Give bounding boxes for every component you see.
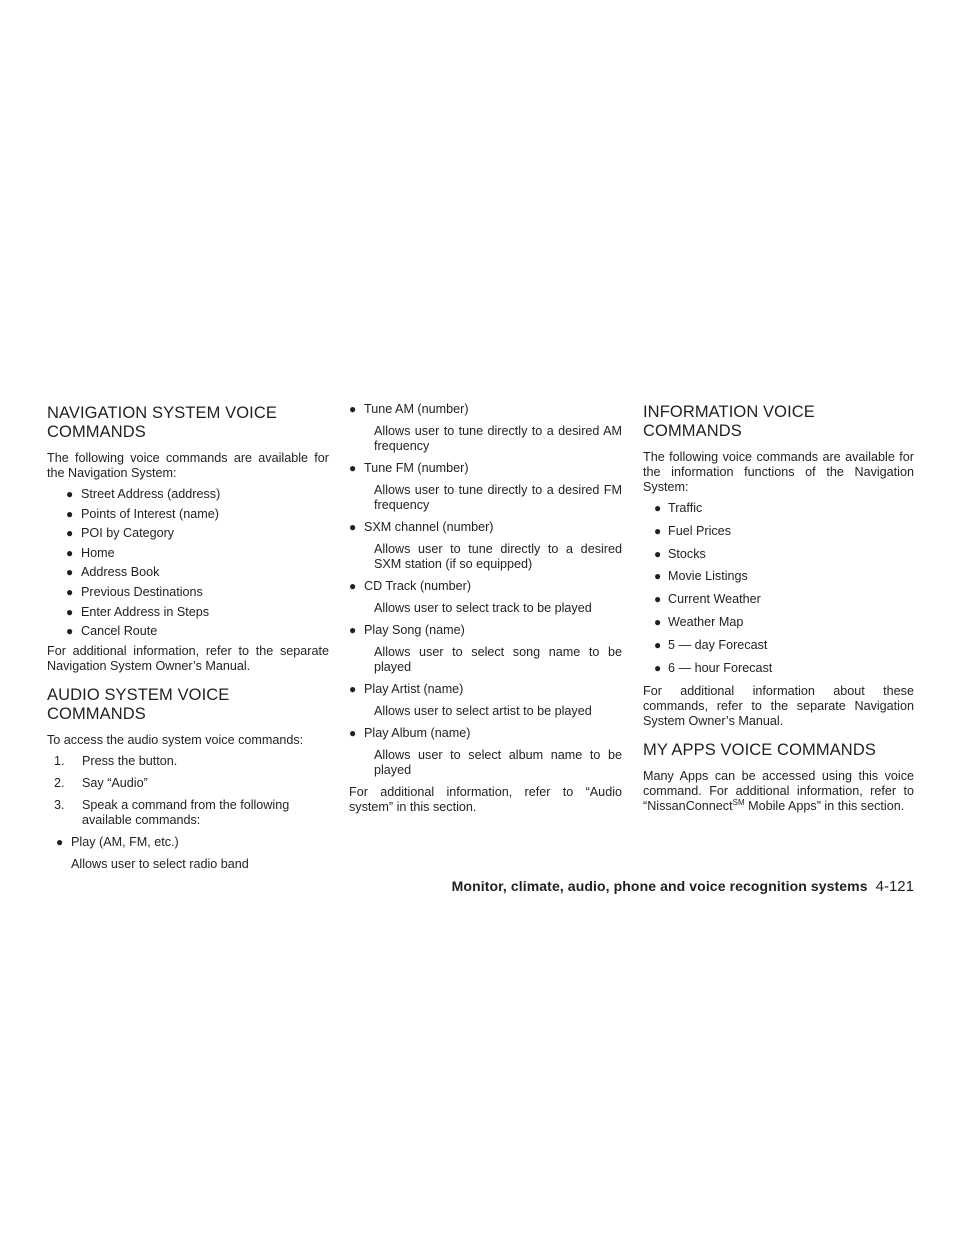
audio-command-description: Allows user to tune directly to a desired AM frequency: [374, 424, 622, 453]
audio-command-label: CD Track (number): [364, 579, 472, 593]
bullet-icon: ●: [349, 520, 357, 534]
audio-command-name: [47, 835, 329, 850]
info-command-item-label: Traffic: [668, 501, 703, 515]
bullet-icon: ●: [66, 584, 74, 599]
info-command-item-label: Current Weather: [668, 592, 761, 607]
step-number: 2.: [54, 776, 65, 791]
audio-command-description: Allows user to select artist to be played: [374, 704, 592, 718]
audio-command-description: Allows user to select album name to be played: [374, 748, 622, 777]
nav-command-item: [47, 624, 329, 639]
info-command-item-label: 5 — day Forecast: [668, 637, 768, 652]
audio-commands-part-2: [349, 402, 622, 778]
nav-command-item-label: Cancel Route: [81, 624, 158, 639]
info-commands-heading: INFORMATION VOICE COMMANDS: [643, 403, 815, 440]
info-command-item: [643, 592, 914, 607]
middle-column: [349, 402, 622, 821]
bullet-icon: ●: [349, 402, 357, 416]
bullet-icon: ●: [56, 835, 64, 850]
apps-commands-text: [643, 769, 914, 814]
audio-command-label: SXM channel (number): [364, 520, 494, 534]
nav-command-item: [47, 565, 329, 580]
audio-command-description: Allows user to tune directly to a desired FM frequency: [374, 483, 622, 512]
bullet-icon: ●: [66, 487, 74, 501]
info-command-item-label: Stocks: [668, 546, 706, 561]
apps-text-end: Mobile Apps” in this section.: [744, 798, 905, 813]
bullet-icon: ●: [66, 526, 74, 541]
audio-commands-heading: AUDIO SYSTEM VOICE COMMANDS: [47, 686, 230, 724]
right-column: [643, 403, 914, 820]
nav-commands-outro: For additional information, refer to the separate Navigation System Owner’s Manual.: [47, 644, 329, 674]
audio-command-name: [349, 726, 622, 741]
audio-command-name: [349, 623, 622, 638]
info-command-item: [643, 501, 914, 516]
audio-command-name: [349, 682, 622, 697]
bullet-icon: ●: [349, 579, 357, 593]
nav-command-item-label: Enter Address in Steps: [81, 604, 210, 619]
step-text: Press the button.: [82, 754, 178, 769]
bullet-icon: ●: [66, 545, 74, 560]
audio-step: [47, 754, 329, 769]
page-number: 4-121: [875, 878, 914, 895]
audio-command-description: Allows user to tune directly to a desired SXM station (if so equipped): [374, 542, 622, 571]
nav-commands-heading: NAVIGATION SYSTEM VOICE COMMANDS: [47, 404, 277, 441]
bullet-icon: ●: [66, 506, 74, 521]
bullet-icon: ●: [654, 660, 662, 675]
bullet-icon: ●: [349, 726, 357, 740]
info-commands-outro: For additional information about these commands, refer to the separate Navigation System Owner’s Manual.: [643, 683, 914, 728]
info-command-item: [643, 661, 914, 676]
info-command-item: [643, 615, 914, 630]
audio-command-description: Allows user to select track to be played: [374, 601, 592, 615]
step-number: 3.: [54, 798, 65, 813]
apps-commands-heading: MY APPS VOICE COMMANDS: [643, 740, 876, 759]
nav-command-item-label: Address Book: [81, 565, 160, 580]
info-command-item: [643, 547, 914, 562]
info-command-item: [643, 524, 914, 539]
audio-commands-part-1: [47, 835, 329, 872]
audio-command-label: Play (AM, FM, etc.): [71, 835, 179, 850]
nav-command-item: [47, 526, 329, 541]
page-footer: [452, 877, 914, 896]
nav-command-item: [47, 487, 329, 502]
bullet-icon: ●: [349, 682, 357, 696]
step-text: Say “Audio”: [82, 776, 148, 791]
nav-commands-list: [47, 487, 329, 639]
nav-command-item: [47, 546, 329, 561]
step-number: 1.: [54, 754, 65, 769]
audio-command-name: [349, 520, 622, 535]
audio-command-label: Play Artist (name): [364, 682, 464, 696]
bullet-icon: ●: [654, 592, 662, 607]
apps-text-start: Many Apps can be accessed using this voice command. For additional information, refer to “NissanConnect: [643, 768, 914, 813]
nav-command-item-label: Points of Interest (name): [81, 506, 219, 521]
bullet-icon: ●: [66, 604, 74, 619]
info-command-item-label: 6 — hour Forecast: [668, 660, 773, 675]
nav-command-item: [47, 585, 329, 600]
bullet-icon: ●: [349, 623, 357, 637]
bullet-icon: ●: [349, 461, 357, 475]
bullet-icon: ●: [654, 637, 662, 652]
nav-command-item: [47, 507, 329, 522]
audio-command-name: [349, 402, 622, 417]
nav-command-item-label: Previous Destinations: [81, 584, 203, 599]
audio-command-label: Tune FM (number): [364, 461, 469, 475]
info-command-item: [643, 638, 914, 653]
audio-command-description: Allows user to select radio band: [71, 857, 249, 872]
info-command-item-label: Movie Listings: [668, 569, 748, 584]
step-text: Speak a command from the following available commands:: [82, 798, 290, 828]
audio-command-label: Tune AM (number): [364, 402, 469, 416]
nav-command-item-label: Home: [81, 545, 115, 560]
service-mark: SM: [732, 797, 745, 807]
bullet-icon: ●: [66, 565, 74, 580]
bullet-icon: ●: [654, 501, 662, 515]
left-column: [47, 404, 329, 879]
nav-command-item-label: Street Address (address): [81, 487, 221, 501]
footer-section-title: Monitor, climate, audio, phone and voice recognition systems: [451, 878, 868, 894]
info-command-item: [643, 569, 914, 584]
info-commands-list: [643, 501, 914, 676]
audio-command-description: Allows user to select song name to be played: [374, 645, 622, 674]
info-commands-intro: The following voice commands are available for the information functions of the Navigation System:: [643, 450, 914, 494]
bullet-icon: ●: [654, 546, 662, 561]
audio-commands-intro: To access the audio system voice commands:: [47, 733, 304, 748]
nav-command-item-label: POI by Category: [81, 526, 175, 541]
bullet-icon: ●: [66, 624, 74, 639]
audio-commands-outro: For additional information, refer to “Audio system” in this section.: [349, 785, 622, 814]
bullet-icon: ●: [654, 523, 662, 538]
bullet-icon: ●: [654, 614, 662, 629]
audio-step: [47, 798, 329, 828]
info-command-item-label: Weather Map: [668, 614, 744, 629]
bullet-icon: ●: [654, 569, 662, 584]
audio-step: [47, 776, 329, 791]
audio-steps-list: [47, 754, 329, 828]
audio-command-label: Play Song (name): [364, 623, 465, 637]
audio-command-label: Play Album (name): [364, 726, 471, 740]
audio-command-name: [349, 461, 622, 476]
info-command-item-label: Fuel Prices: [668, 523, 731, 538]
audio-command-name: [349, 579, 622, 594]
nav-command-item: [47, 605, 329, 620]
nav-commands-intro: The following voice commands are available for the Navigation System:: [47, 451, 329, 480]
